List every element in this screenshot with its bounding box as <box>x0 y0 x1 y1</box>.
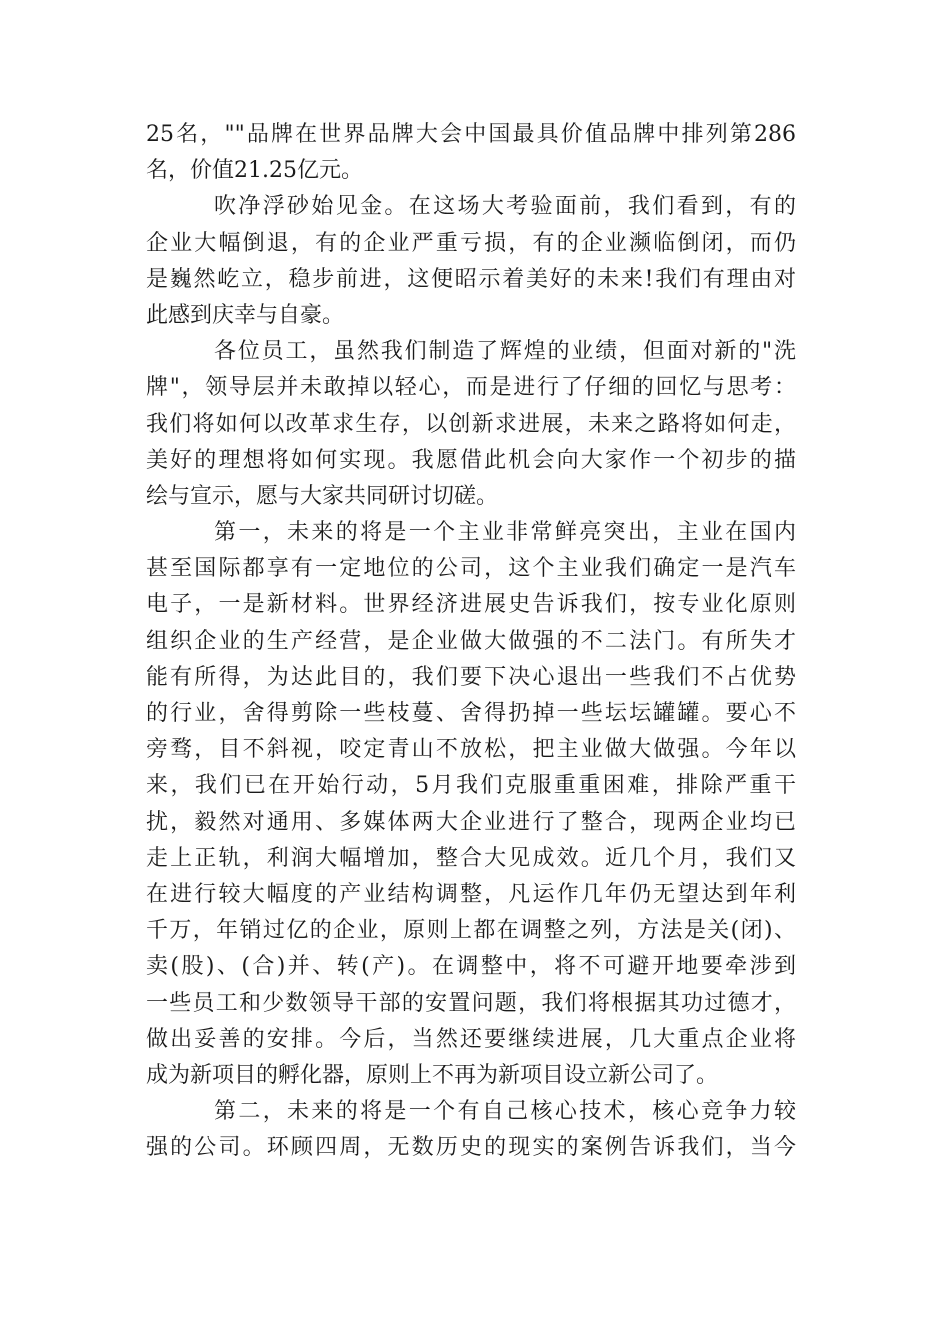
text-line: 在进行较大幅度的产业结构调整，凡运作几年仍无望达到年利 <box>146 881 796 907</box>
text-line: 此感到庆幸与自豪。 <box>146 302 345 328</box>
text-line: 名，价值21.25亿元。 <box>146 158 363 184</box>
text-line: 第一，未来的将是一个主业非常鲜亮突出，主业在国内 <box>214 520 796 546</box>
body-text <box>146 117 796 1166</box>
text-line: 甚至国际都享有一定地位的公司，这个主业我们确定一是汽车 <box>146 556 796 582</box>
text-line: 成为新项目的孵化器，原则上不再为新项目设立新公司了。 <box>146 1062 719 1088</box>
text-line: 千万，年销过亿的企业，原则上都在调整之列，方法是关(闭)、 <box>146 918 796 944</box>
text-line: 来，我们已在开始行动，5月我们克服重重困难，排除严重干 <box>146 773 796 799</box>
text-line: 是巍然屹立，稳步前进，这便昭示着美好的未来!我们有理由对 <box>146 266 796 292</box>
text-line: 各位员工，虽然我们制造了辉煌的业绩，但面对新的"洗 <box>214 339 796 365</box>
text-line: 25名，""品牌在世界品牌大会中国最具价值品牌中排列第286 <box>146 122 796 147</box>
text-line: 一些员工和少数领导干部的安置问题，我们将根据其功过德才， <box>146 990 796 1016</box>
text-line: 电子，一是新材料。世界经济进展史告诉我们，按专业化原则 <box>146 592 796 618</box>
text-line: 美好的理想将如何实现。我愿借此机会向大家作一个初步的描 <box>146 447 796 473</box>
text-line: 绘与宣示，愿与大家共同研讨切磋。 <box>146 483 499 509</box>
text-line: 扰，毅然对通用、多媒体两大企业进行了整合，现两企业均已 <box>146 809 796 835</box>
text-line: 企业大幅倒退，有的企业严重亏损，有的企业濒临倒闭，而仍 <box>146 230 796 256</box>
text-line: 能有所得，为达此目的，我们要下决心退出一些我们不占优势 <box>146 664 796 690</box>
text-line: 的行业，舍得剪除一些枝蔓、舍得扔掉一些坛坛罐罐。要心不 <box>146 701 796 726</box>
text-line: 强的公司。环顾四周，无数历史的现实的案例告诉我们，当今 <box>146 1135 796 1161</box>
text-line: 卖(股)、(合)并、转(产)。在调整中，将不可避开地要牵涉到 <box>146 954 796 980</box>
text-line: 第二，未来的将是一个有自己核心技术，核心竞争力较 <box>214 1099 796 1125</box>
text-line: 旁骛，目不斜视，咬定青山不放松，把主业做大做强。今年以 <box>146 737 796 763</box>
text-line: 吹净浮砂始见金。在这场大考验面前，我们看到，有的 <box>214 194 796 220</box>
text-line: 牌"，领导层并未敢掉以轻心，而是进行了仔细的回忆与思考： <box>146 375 796 401</box>
text-line: 走上正轨，利润大幅增加，整合大见成效。近几个月，我们又 <box>146 845 796 871</box>
text-line: 组织企业的生产经营，是企业做大做强的不二法门。有所失才 <box>146 628 796 654</box>
text-line: 做出妥善的安排。今后，当然还要继续进展，几大重点企业将 <box>146 1026 796 1052</box>
text-line: 我们将如何以改革求生存，以创新求进展，未来之路将如何走， <box>146 411 796 437</box>
